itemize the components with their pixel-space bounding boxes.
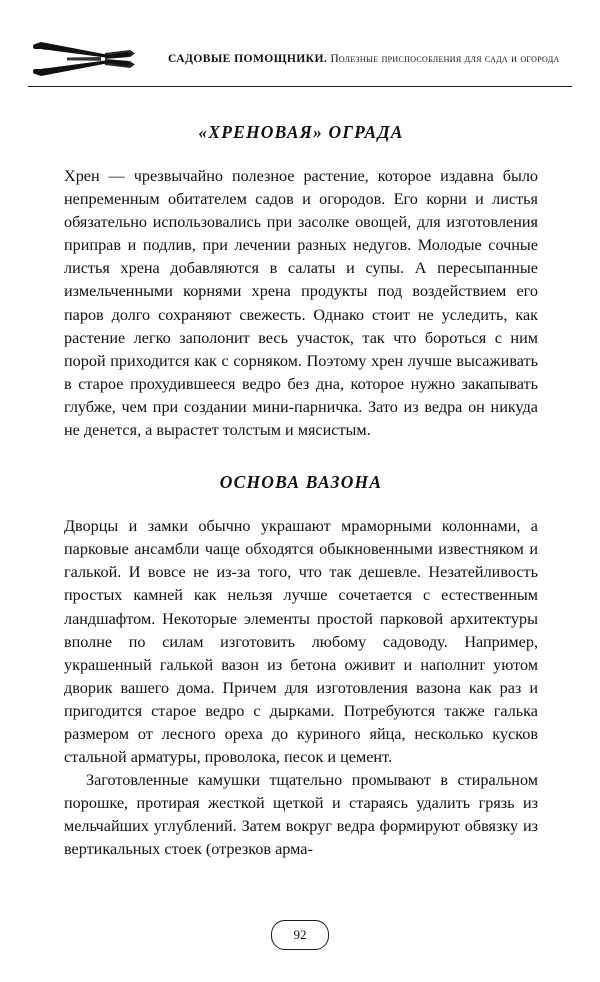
paragraph: Заготовленные камушки тщательно промывают в стиральном порошке, протирая жесткой щеткой и стараясь удалить грязь из мельчайших углублений. Затем вокруг ведра формируют обвязку из вертикальных стоек (отрезков арма-	[64, 771, 538, 859]
page-number: 92	[293, 927, 307, 942]
header-divider	[28, 86, 572, 87]
running-header	[28, 34, 572, 86]
section-title-2: ОСНОВА ВАЗОНА	[219, 472, 383, 493]
paragraph: Дворцы и замки обычно украшают мраморными колоннами, а парковые ансамбли чаще обходятся обыкновенными известняком и галькой. И вовсе не из-за того, что так дешевле. Незатейливость простых камней как нельзя лучше сочетается с естественным ландшафтом. Некоторые элементы простой парковой архитектуры вполне по силам изготовить любому садоводу. Например, украшенный галькой вазон из бетона оживит и наполнит уютом дворик вашего дома. Причем для изготовления вазона как раз и пригодится старое ведро с дырками. Потребуются также галька размером от лесного ореха до куриного яйца, несколько кусков стальной арматуры, проволока, песок и цемент.	[64, 517, 538, 767]
page-number-badge	[271, 920, 329, 950]
garden-shears-icon	[31, 36, 139, 82]
header-subtitle: Полезные приспособления для сада и огорода	[330, 53, 560, 65]
paragraph: Хрен — чрезвычайно полезное растение, которое издавна было непременным обитателем садов и огородов. Его корни и листья обязательно использовались при засолке овощей, для изготовления приправ и подлив, при лечении разных недугов. Молодые сочные листья хрена добавляются в салаты и супы. А пересыпанные измельченными корнями хрена продукты под воздействием его паров долго сохраняют свежесть. Однако стоит не уследить, как растение легко заполонит весь участок, так что бороться с ним порой приходится как с сорняком. Поэтому хрен лучше высаживать в старое прохудившееся ведро без дна, которое нужно закапывать глубже, чем при создании мини-парничка. Зато из ведра он никуда не денется, а вырастет толстым и мясистым.	[64, 167, 538, 440]
section-title-1: «ХРЕНОВАЯ» ОГРАДА	[198, 122, 404, 142]
header-text	[168, 51, 572, 66]
header-book-title: САДОВЫЕ ПОМОЩНИКИ.	[168, 52, 328, 65]
page-content	[64, 104, 538, 862]
